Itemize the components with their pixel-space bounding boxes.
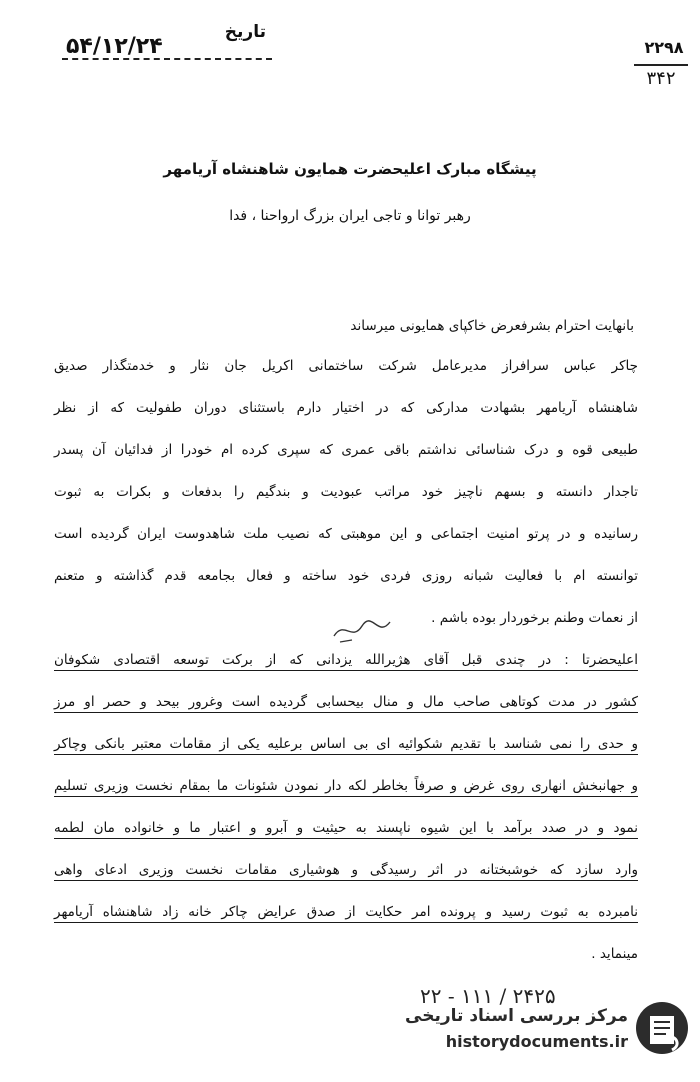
body-line [54, 862, 638, 878]
body-line [54, 442, 638, 458]
body-line [54, 400, 638, 416]
body-line [54, 820, 638, 836]
body-line-text: و حدی را نمی شناسد با تقدیم شکوائیه ای بی اساس برعلیه یکی از مقامات معتبر بانکی وچاکر [54, 736, 638, 755]
body-line-text: نمود و در صدد برآمد با این شیوه ناپسند به حیثیت و آبرو و اعتبار ما و خانواده مان لطمه [54, 820, 638, 839]
body-line [54, 946, 638, 962]
body-line [54, 358, 638, 374]
body-line-text: طبیعی قوه و درک شناسائی نداشتم باقی عمری که سپری کرده ام خودرا از فدائیان آن پسدر [54, 442, 638, 458]
date-label: تاریخ [224, 22, 266, 42]
body-line-text: و جهانبخش انهاری روی غرض و صرفاً بخاطر لکه دار نمودن شئونات ما بمقام نخست وزیری تسلیم [54, 778, 638, 797]
address-line-2: رهبر توانا و تاجی ایران بزرگ ارواحنا ، فدا [229, 208, 471, 224]
date-value: ۵۴/۱۲/۲۴ [66, 34, 163, 59]
body-line-text: رسانیده و در پرتو امنیت اجتماعی و این موهبتی که نصیب ملت شاهدوست ایران گردیده است [54, 526, 638, 542]
body-line-text: وارد سازد که خوشبختانه در اثر رسیدگی و هوشیاری مقامات نخست وزیری ادعای واهی [54, 862, 638, 881]
document-number: ۲۲۹۸ [644, 38, 684, 57]
watermark-url: historydocuments.ir [445, 1032, 628, 1051]
document-number-handwritten: ۳۴۲ [634, 64, 688, 89]
handwritten-mark-icon [330, 612, 400, 648]
date-stamp [62, 22, 272, 60]
greeting-line: بانهایت احترام بشرفعرض خاکپای همایونی میرساند [350, 318, 634, 334]
watermark [400, 1000, 690, 1060]
body-line-text: کشور در مدت کوتاهی صاحب مال و منال بیحسابی گردیده است وغرور بیحد و حصر او مرز [54, 694, 638, 713]
body-line [54, 778, 638, 794]
body-line-text: اعلیحضرتا : در چندی قبل آقای هژیرالله یزدانی که از برکت توسعه اقتصادی شکوفان [54, 652, 638, 671]
body-line [54, 526, 638, 542]
body-line [54, 694, 638, 710]
handwritten-reference-number: ۲۲ - ۱۱۱ / ۲۴۲۵ [420, 984, 556, 1008]
body-line [54, 484, 638, 500]
body-line-text: شاهنشاه آریامهر بشهادت مدارکی که در اختیار دارم باستثنای دوران طفولیت که از نظر [54, 400, 638, 416]
body-line-text: تاجدار دانسته و بسهم ناچیز خود مراتب عبودیت و بندگیم را بدفعات و بکرات به ثبوت [54, 484, 638, 500]
body-line-text: چاکر عباس سرافراز مدیرعامل شرکت ساختمانی اکریل جان نثار و خدمتگذار صدیق [54, 358, 638, 374]
address-line-1: پیشگاه مبارک اعلیحضرت همایون شاهنشاه آریامهر [163, 160, 537, 178]
body-line [54, 736, 638, 752]
archive-logo-icon [634, 1000, 690, 1056]
body-line [54, 568, 638, 584]
body-line [54, 652, 638, 668]
watermark-title: مرکز بررسی اسناد تاریخی [405, 1006, 628, 1026]
body-line-text: توانسته ام با فعالیت شبانه روزی فردی خود ساخته و فعال بجامعه قدم گذاشته و متعنم [54, 568, 638, 584]
body-line [54, 904, 638, 920]
body-line-text: مینماید . [591, 946, 638, 962]
body-line-text: نامبرده به ثبوت رسید و پرونده امر حکایت از صدق عرایض چاکر خانه زاد شاهنشاه آریامهر [54, 904, 638, 923]
body-line-text: از نعمات وطنم برخوردار بوده باشم . [431, 610, 638, 626]
